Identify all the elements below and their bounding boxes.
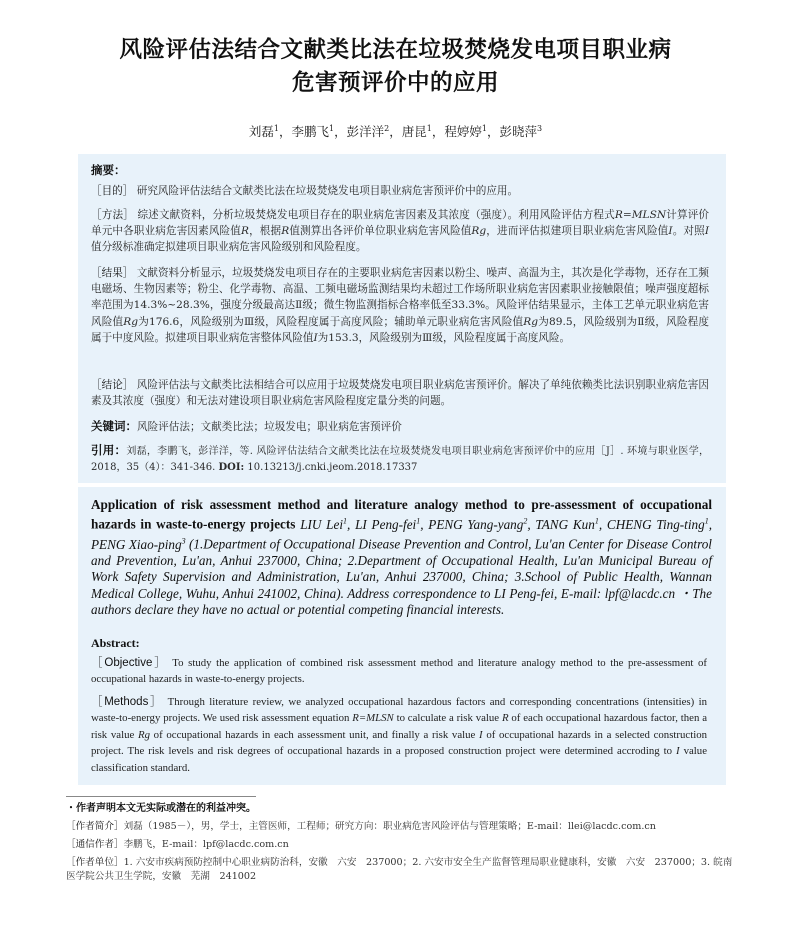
en-author-affiliation-mark: 1 <box>343 516 348 526</box>
footnote-divider <box>66 796 256 797</box>
en-author-name: , PENG Xiao-ping <box>91 516 712 552</box>
en-author-name: , TANG Kun <box>527 516 595 532</box>
author-name: 彭洋洋 <box>346 124 385 139</box>
en-objective: ［Objective］ To study the application of combined risk assessment method and literature analogy method to the pre-assessment of occupational hazards in waste-to-energy projects. <box>91 657 707 686</box>
cn-conclusion: ［结论］ 风险评估法与文献类比法相结合可以应用于垃圾焚烧发电项目职业病危害预评价。解决了单纯依赖类比法识别职业病危害因素及其浓度（强度）和无法对建设项目职业病危害风险程度定量分类的问题。 <box>91 379 709 408</box>
author-name: 唐昆 <box>401 124 427 139</box>
author-affiliation-mark: 1 <box>481 123 487 133</box>
corresponding-author: ［通信作者］李鹏飞，E-mail：lpf@lacdc.com.cn <box>66 839 289 850</box>
cn-citation: 引用：刘磊，李鹏飞，彭洋洋，等. 风险评估法结合文献类比法在垃圾焚烧发电项目职业病危害预评价中的应用［J］. 环境与职业医学，2018，35（4）：341-346. DOI: 10.13213/j.cnki.jeom.2018.17337 <box>91 443 709 474</box>
author-separator: ， <box>278 124 292 139</box>
en-author-affiliation-mark: 2 <box>523 516 528 526</box>
objective-tag: ［目的］ <box>91 185 134 197</box>
abstract-heading: 摘要： <box>91 163 126 177</box>
english-abstract-label: Abstract: <box>91 636 140 650</box>
english-title-block <box>91 497 712 619</box>
english-affiliations: (1.Department of Occupational Disease Prevention and Control, Lu'an Center for Disease Control and Prevention, Lu'an, Anhui 237000, China; 2.Department of Occupational Health, Lu'an Municipal Bureau of Work Safety Supervision and Administration, Lu'an, Anhui 237000, China; 3.School of Public Health, Wannan Medical College, Wuhu, Anhui 241002, China). Address correspondence to LI Peng-fei, E-mail: lpf@lacdc.cn <box>91 536 712 601</box>
title-line-1: 风险评估法结合文献类比法在垃圾焚烧发电项目职业病 <box>119 37 672 63</box>
cn-objective: ［目的］ 研究风险评估法结合文献类比法在垃圾焚烧发电项目职业病危害预评价中的应用。 <box>91 185 519 197</box>
en-author-name: LIU Lei <box>300 516 344 532</box>
en-objective-tag: ［Objective］ <box>91 657 168 669</box>
keywords-text: 风险评估法；文献类比法；垃圾发电；职业病危害预评价 <box>137 421 402 433</box>
en-author-name: , CHENG Ting-ting <box>598 516 705 532</box>
results-tag: ［结果］ <box>91 267 134 279</box>
author-separator: ， <box>334 124 347 139</box>
english-title: Application of risk assessment method and literature analogy method to pre-assessment of occupational hazards in waste-to-energy projects <box>91 497 712 532</box>
english-coi: ・The authors declare they have no actual or potential competing financial interests. <box>91 585 713 618</box>
keywords-label: 关键词： <box>91 419 137 433</box>
author-separator: ， <box>431 124 445 139</box>
author-affiliation-mark: 3 <box>537 123 543 133</box>
author-affiliation-mark: 1 <box>273 123 279 133</box>
author-separator: ， <box>389 124 402 139</box>
author-name: 刘磊 <box>248 124 274 139</box>
cn-results: ［结果］ 文献资料分析显示，垃圾焚烧发电项目存在的主要职业病危害因素以粉尘、噪声、高温为主，其次是化学毒物，还存在工频电磁场、生物因素等；粉尘、化学毒物、高温、工频电磁场监测结果均未超过工作场所职业病危害因素职业接触限值；噪声强度超标率范围为14.3%~28.3%，强度分级最高达Ⅱ级；微生物监测指标合格率低至33.3%。风险评估结果显示，主体工艺单元职业病危害风险值Rg为176.6，风险级别为Ⅲ级，风险程度属于高度风险；辅助单元职业病危害风险值Rg为89.5，风险级别为Ⅱ级，风险程度属于中度风险。拟建项目职业病危害整体风险值I为153.3，风险级别为Ⅲ级，风险程度属于高度风险。 <box>91 267 710 344</box>
en-author-affiliation-mark: 1 <box>704 516 709 526</box>
en-methods-tag: ［Methods］ <box>91 696 164 708</box>
author-affiliation-mark: 2 <box>384 123 390 133</box>
author-name: 李鹏飞 <box>291 124 330 139</box>
author-list <box>0 122 791 140</box>
author-affiliations: ［作者单位］1. 六安市疾病预防控制中心职业病防治科，安徽 六安 237000；2. 六安市安全生产监督管理局职业健康科，安徽 六安 237000；3. 皖南医学院公共卫生学院，安徽 芜湖 241002 <box>66 857 733 882</box>
title-line-2: 危害预评价中的应用 <box>291 70 499 96</box>
article-title <box>60 34 731 100</box>
author-separator: ， <box>486 124 500 139</box>
author-affiliation-mark: 1 <box>426 123 432 133</box>
doi-label: DOI: <box>218 462 245 474</box>
author-name: 彭晓萍 <box>499 124 538 139</box>
en-methods: ［Methods］ Through literature review, we analyzed occupational hazardous factors and corresponding concentrations (intensities) in waste-to-energy projects. We used risk assessment equation R=MLSN to calculate a risk value R of each occupational hazardous factor, then a risk value Rg of occupational hazards in each assessment unit, and finally a risk value I of occupational hazards in a selected construction project. The risk levels and risk degrees of occupational hazards in a proposed construction project were determined accroding to I value classification standard. <box>91 696 708 774</box>
en-author-affiliation-mark: 1 <box>416 516 421 526</box>
en-author-affiliation-mark: 1 <box>594 516 599 526</box>
cn-methods: ［方法］ 综述文献资料，分析垃圾焚烧发电项目存在的职业病危害因素及其浓度（强度）。利用风险评估方程式R=MLSN计算评价单元中各职业病危害因素风险值R，根据R值测算出各评价单位职业病危害风险值Rg，进而评估拟建项目职业病危害风险值I。对照I值分级标准确定拟建项目职业病危害风险级别和风险程度。 <box>91 209 710 254</box>
en-author-affiliation-mark: 3 <box>181 536 186 546</box>
coi-footnote: ・作者声明本文无实际或潜在的利益冲突。 <box>66 803 256 814</box>
citation-label: 引用： <box>91 443 127 457</box>
en-author-name: , PENG Yang-yang <box>420 516 524 532</box>
conclusion-tag: ［结论］ <box>91 379 134 391</box>
author-bio: ［作者简介］刘磊（1985－），男，学士，主管医师，工程师；研究方向：职业病危害风险评估与管理策略；E-mail：llei@lacdc.com.cn <box>66 821 656 832</box>
doi-link[interactable]: 10.13213/j.cnki.jeom.2018.17337 <box>247 462 418 474</box>
cn-keywords <box>91 418 709 435</box>
author-name: 程婷婷 <box>444 124 482 139</box>
methods-tag: ［方法］ <box>91 209 134 221</box>
en-author-name: , LI Peng-fei <box>347 516 417 532</box>
author-affiliation-mark: 1 <box>329 123 335 133</box>
